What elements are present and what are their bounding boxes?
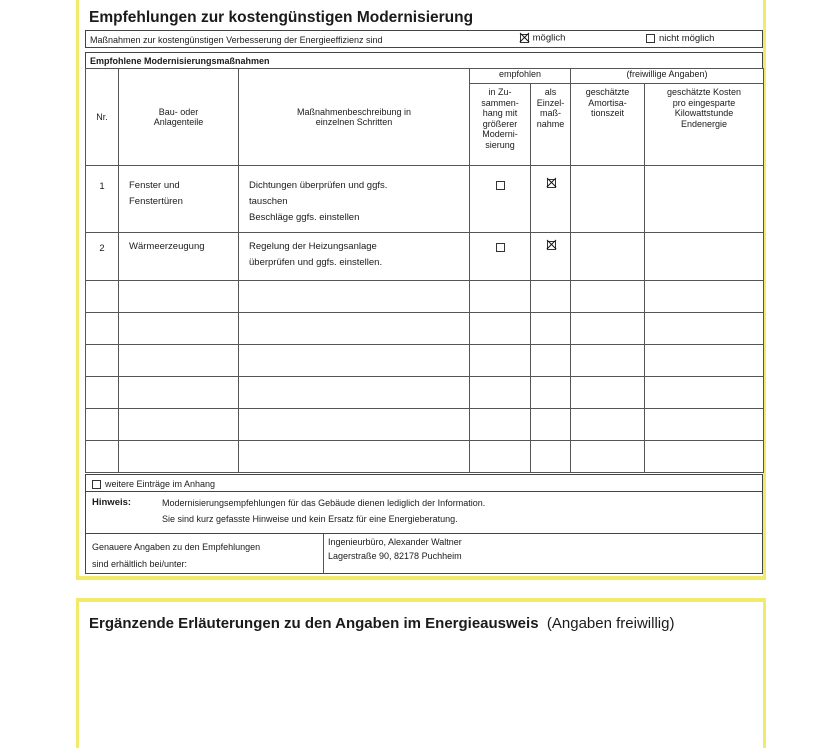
header-amortization: geschätzte Amortisa-tionszeit bbox=[585, 87, 630, 118]
option-not-possible[interactable] bbox=[646, 33, 714, 45]
single-cell bbox=[531, 166, 571, 233]
row-nr-cell bbox=[86, 166, 119, 233]
section2-title-normal: (Angaben freiwillig) bbox=[546, 615, 675, 632]
row-component-cell bbox=[119, 166, 239, 233]
row-description-line: Regelung der Heizungsanlage bbox=[249, 241, 377, 252]
measures-row bbox=[85, 30, 763, 48]
single-cell bbox=[531, 233, 571, 281]
header-description-cell bbox=[239, 69, 470, 166]
more-entries-label: weitere Einträge im Anhang bbox=[105, 479, 216, 489]
recommendations-table bbox=[85, 68, 764, 473]
hint-line-2: Sie sind kurz gefasste Hinweise und kein Ersatz für eine Energieberatung. bbox=[162, 514, 458, 524]
row-component-line: Wärmeerzeugung bbox=[129, 241, 205, 252]
header-recommended: empfohlen bbox=[470, 69, 571, 84]
header-single-cell bbox=[531, 84, 571, 166]
table-row-empty[interactable] bbox=[86, 441, 764, 473]
header-description: Maßnahmenbeschreibung in einzelnen Schritten bbox=[296, 106, 412, 127]
table-row-empty[interactable] bbox=[86, 281, 764, 313]
header-in-context-cell bbox=[470, 84, 531, 166]
more-entries-checkbox[interactable] bbox=[92, 480, 101, 489]
table-row-empty[interactable] bbox=[86, 409, 764, 441]
header-in-context: in Zu-sammen-hang mit größerer Moderni-sierung bbox=[481, 87, 519, 150]
in-context-cell bbox=[470, 233, 531, 281]
row-component-cell bbox=[119, 233, 239, 281]
possible-checkbox-checked[interactable] bbox=[518, 32, 530, 44]
costs-cell[interactable] bbox=[645, 166, 764, 233]
header-component: Bau- oder Anlagenteile bbox=[153, 106, 204, 127]
in-context-checkbox[interactable] bbox=[496, 243, 505, 252]
row-description-line: tauschen bbox=[249, 196, 288, 207]
details-label-2: sind erhältlich bei/unter: bbox=[92, 559, 188, 569]
row-description-line: Beschläge ggfs. einstellen bbox=[249, 212, 360, 223]
section-title: Empfehlungen zur kostengünstigen Modernisierung bbox=[89, 9, 474, 26]
details-row bbox=[85, 534, 763, 574]
option-not-possible-label: nicht möglich bbox=[659, 33, 715, 44]
table-row bbox=[86, 233, 764, 281]
more-entries[interactable] bbox=[92, 478, 215, 490]
in-context-cell bbox=[470, 166, 531, 233]
additional-explanations-section bbox=[76, 598, 766, 748]
table-row-empty[interactable] bbox=[86, 377, 764, 409]
header-costs-cell bbox=[645, 84, 764, 166]
hint-box bbox=[85, 491, 763, 534]
details-divider bbox=[323, 534, 324, 573]
header-component-cell bbox=[119, 69, 239, 166]
header-single: als Einzel-maß-nahme bbox=[536, 87, 565, 129]
header-nr: Nr. bbox=[86, 69, 119, 166]
row-description-line: überprüfen und ggfs. einstellen. bbox=[249, 257, 383, 268]
recommended-heading-row bbox=[85, 52, 763, 68]
contact-line-2: Lagerstraße 90, 82178 Puchheim bbox=[328, 551, 462, 561]
modernization-recommendations-section bbox=[76, 0, 766, 580]
section2-title-bold: Ergänzende Erläuterungen zu den Angaben im Energieausweis bbox=[89, 615, 539, 632]
amortization-cell[interactable] bbox=[571, 233, 645, 281]
explanations-textarea[interactable] bbox=[85, 642, 763, 752]
row-description-cell bbox=[239, 166, 470, 233]
row-description-line: Dichtungen überprüfen und ggfs. bbox=[249, 180, 388, 191]
table-row-empty[interactable] bbox=[86, 345, 764, 377]
row-component-line: Fenstertüren bbox=[129, 196, 183, 207]
not-possible-checkbox[interactable] bbox=[646, 34, 655, 43]
hint-line-1: Modernisierungsempfehlungen für das Gebäude dienen lediglich der Information. bbox=[162, 498, 486, 508]
single-checkbox-checked[interactable] bbox=[545, 239, 557, 251]
recommended-heading: Empfohlene Modernisierungsmaßnahmen bbox=[90, 56, 270, 66]
costs-cell[interactable] bbox=[645, 233, 764, 281]
header-costs: geschätzte Kosten pro eingesparte Kilowattstunde Endenergie bbox=[666, 87, 742, 129]
option-possible[interactable] bbox=[518, 32, 565, 45]
in-context-checkbox[interactable] bbox=[496, 181, 505, 190]
section2-title bbox=[89, 615, 674, 632]
header-amortization-cell bbox=[571, 84, 645, 166]
row-description-cell bbox=[239, 233, 470, 281]
header-optional: (freiwillige Angaben) bbox=[571, 69, 764, 84]
row-component-line: Fenster und bbox=[129, 180, 180, 191]
table-row-empty[interactable] bbox=[86, 313, 764, 345]
hint-label: Hinweis: bbox=[92, 497, 132, 508]
contact-line-1: Ingenieurbüro, Alexander Waltner bbox=[328, 537, 462, 547]
row-nr-cell bbox=[86, 233, 119, 281]
single-checkbox-checked[interactable] bbox=[545, 177, 557, 189]
amortization-cell[interactable] bbox=[571, 166, 645, 233]
table-row bbox=[86, 166, 764, 233]
row-nr: 2 bbox=[99, 243, 105, 254]
measures-label: Maßnahmen zur kostengünstigen Verbesserung der Energieeffizienz sind bbox=[90, 35, 383, 45]
option-possible-label: möglich bbox=[532, 32, 566, 44]
row-nr: 1 bbox=[99, 181, 105, 192]
more-entries-row bbox=[85, 474, 763, 492]
details-label-1: Genauere Angaben zu den Empfehlungen bbox=[92, 542, 261, 552]
